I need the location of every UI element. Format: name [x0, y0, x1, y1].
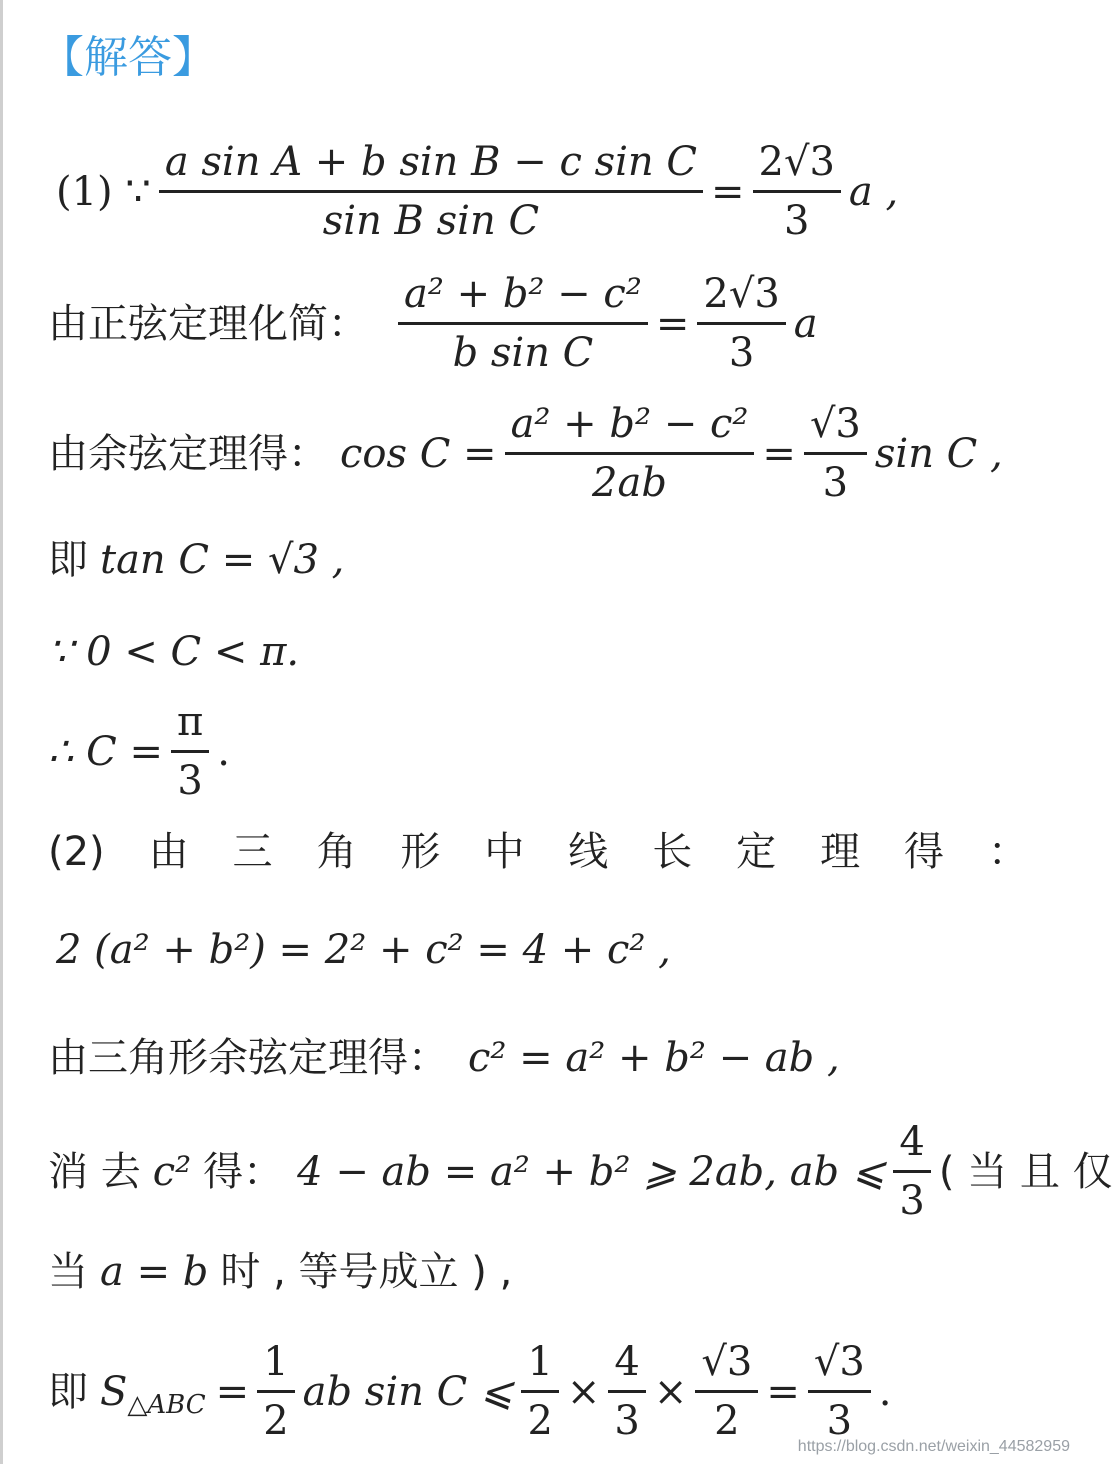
times-sign: ×: [566, 1368, 601, 1415]
line-1-tail: a ,: [848, 168, 899, 215]
fraction-1-denominator: sin B sin C: [322, 198, 540, 244]
fraction-9-numerator: 1: [263, 1339, 289, 1385]
answer-heading: [40, 32, 216, 83]
fraction-10-numerator: 1: [527, 1339, 553, 1385]
part2-label: (2): [48, 829, 105, 875]
fraction-4-bar: [697, 322, 785, 325]
fraction-13-bar: [808, 1390, 871, 1393]
line-10-text-2: 得：: [203, 1148, 284, 1195]
fraction-12-numerator: √3: [701, 1339, 753, 1385]
fraction-2: [753, 140, 841, 243]
fraction-9-bar: [257, 1390, 294, 1393]
fraction-11: [608, 1340, 645, 1443]
spaced-char: 线: [568, 829, 609, 875]
fraction-13: [808, 1340, 871, 1443]
times-sign: ×: [653, 1368, 688, 1415]
line-5-expression: ∵ 0 < C < π.: [48, 629, 300, 675]
equals-sign: =: [711, 168, 745, 215]
spaced-char: ：: [987, 829, 1028, 875]
line-3-lhs: cos C =: [340, 430, 497, 477]
fraction-7: [171, 700, 209, 803]
line-8-expression: 2 (a² + b²) = 2² + c² = 4 + c² ,: [56, 927, 671, 973]
line-3-tail: sin C ,: [874, 430, 1003, 477]
equation-line-10: [48, 1120, 1113, 1223]
equation-line-1: [56, 140, 898, 243]
fraction-1-numerator: a sin A + b sin B − c sin C: [164, 139, 697, 185]
fraction-7-denominator: 3: [177, 758, 203, 804]
fraction-4-numerator: 2√3: [703, 271, 780, 317]
fraction-11-numerator: 4: [614, 1339, 640, 1385]
fraction-12-bar: [695, 1390, 758, 1393]
fraction-8: [893, 1120, 930, 1223]
fraction-3: [398, 272, 648, 375]
line-6-tail: .: [217, 728, 231, 775]
line-11-expression: a = b: [100, 1249, 209, 1295]
fraction-10: [521, 1340, 558, 1443]
spaced-char: 长: [652, 829, 693, 875]
fraction-4: [697, 272, 785, 375]
spaced-char: 理: [820, 829, 861, 875]
fraction-5-denominator: 2ab: [592, 460, 667, 506]
line-12-text: 即: [48, 1368, 88, 1415]
fraction-6: [804, 402, 867, 505]
fraction-13-denominator: 3: [826, 1398, 853, 1444]
fraction-7-numerator: π: [177, 699, 204, 745]
fraction-7-bar: [171, 750, 209, 753]
fraction-3-denominator: b sin C: [452, 330, 594, 376]
line-3-text: 由余弦定理得：: [48, 430, 328, 477]
fraction-2-denominator: 3: [783, 198, 810, 244]
line-10-expression: 4 − ab = a² + b² ⩾ 2ab, ab ⩽: [297, 1148, 886, 1195]
equation-line-5: [48, 629, 300, 675]
spaced-char: 定: [736, 829, 777, 875]
fraction-2-bar: [753, 190, 841, 193]
fraction-10-denominator: 2: [527, 1398, 553, 1444]
equals-sign: =: [215, 1368, 250, 1415]
line-12-middle: ab sin C ⩽: [302, 1368, 514, 1415]
line-2-tail: a: [793, 300, 818, 347]
equals-sign: =: [766, 1368, 800, 1415]
fraction-4-denominator: 3: [728, 330, 755, 376]
fraction-9-denominator: 2: [263, 1398, 289, 1444]
fraction-6-numerator: √3: [809, 401, 861, 447]
line-10-tail: ( 当 且 仅: [938, 1148, 1113, 1195]
line-4-expression: tan C = √3 ,: [100, 537, 345, 583]
fraction-6-denominator: 3: [822, 460, 849, 506]
fraction-11-bar: [608, 1390, 645, 1393]
fraction-8-numerator: 4: [899, 1119, 925, 1165]
area-subscript: △ABC: [127, 1389, 206, 1420]
spaced-char: 得: [904, 829, 945, 875]
triangle-area-symbol: [100, 1368, 206, 1420]
equation-line-11: [48, 1249, 513, 1295]
fraction-12: [695, 1340, 758, 1443]
spaced-char: 由: [148, 829, 189, 875]
page-left-border: [0, 0, 3, 1464]
equation-line-2: [48, 272, 818, 375]
fraction-6-bar: [804, 452, 867, 455]
fraction-2-numerator: 2√3: [758, 139, 835, 185]
line-2-text: 由正弦定理化简：: [48, 300, 368, 347]
fraction-5: [505, 402, 755, 505]
fraction-11-denominator: 3: [614, 1398, 640, 1444]
spaced-char: 角: [316, 829, 357, 875]
fraction-13-numerator: √3: [813, 1339, 865, 1385]
spaced-char: 形: [400, 829, 441, 875]
fraction-5-bar: [505, 452, 755, 455]
line-10-variable: c²: [152, 1148, 192, 1195]
watermark: https://blog.csdn.net/weixin_44582959: [797, 1438, 1070, 1455]
fraction-8-bar: [893, 1170, 930, 1173]
fraction-10-bar: [521, 1390, 558, 1393]
fraction-1-bar: [159, 190, 703, 193]
line-10-text-1: 消 去: [48, 1148, 141, 1195]
equals-sign: =: [762, 430, 796, 477]
fraction-8-denominator: 3: [899, 1178, 925, 1224]
equation-line-8: [56, 927, 671, 973]
line-11-text-2: 时 , 等号成立 ) ,: [220, 1249, 513, 1295]
equation-line-9: [48, 1035, 840, 1081]
line-12-tail: .: [878, 1368, 892, 1415]
fraction-3-bar: [398, 322, 648, 325]
spaced-char: 中: [484, 829, 525, 875]
equation-line-4: [48, 537, 345, 583]
line-9-text: 由三角形余弦定理得：: [48, 1035, 448, 1081]
fraction-1: [159, 140, 703, 243]
answer-heading-text: 【解答】: [40, 32, 216, 83]
line-9-expression: c² = a² + b² − ab ,: [468, 1035, 840, 1081]
equation-line-12: [48, 1340, 892, 1443]
part1-label: (1) ∵: [56, 168, 151, 215]
equation-line-6: [48, 700, 230, 803]
spaced-char: 三: [232, 829, 273, 875]
fraction-12-denominator: 2: [714, 1398, 740, 1444]
line-4-text: 即: [48, 537, 88, 583]
line-6-lhs: ∴ C =: [48, 728, 163, 775]
fraction-5-numerator: a² + b² − c²: [510, 401, 749, 447]
equation-line-3: [48, 402, 1003, 505]
fraction-3-numerator: a² + b² − c²: [404, 271, 642, 317]
area-s: S: [100, 1368, 128, 1415]
line-11-text-1: 当: [48, 1249, 88, 1295]
equation-line-7: [48, 829, 1028, 875]
equals-sign: =: [655, 300, 690, 347]
fraction-9: [257, 1340, 294, 1443]
